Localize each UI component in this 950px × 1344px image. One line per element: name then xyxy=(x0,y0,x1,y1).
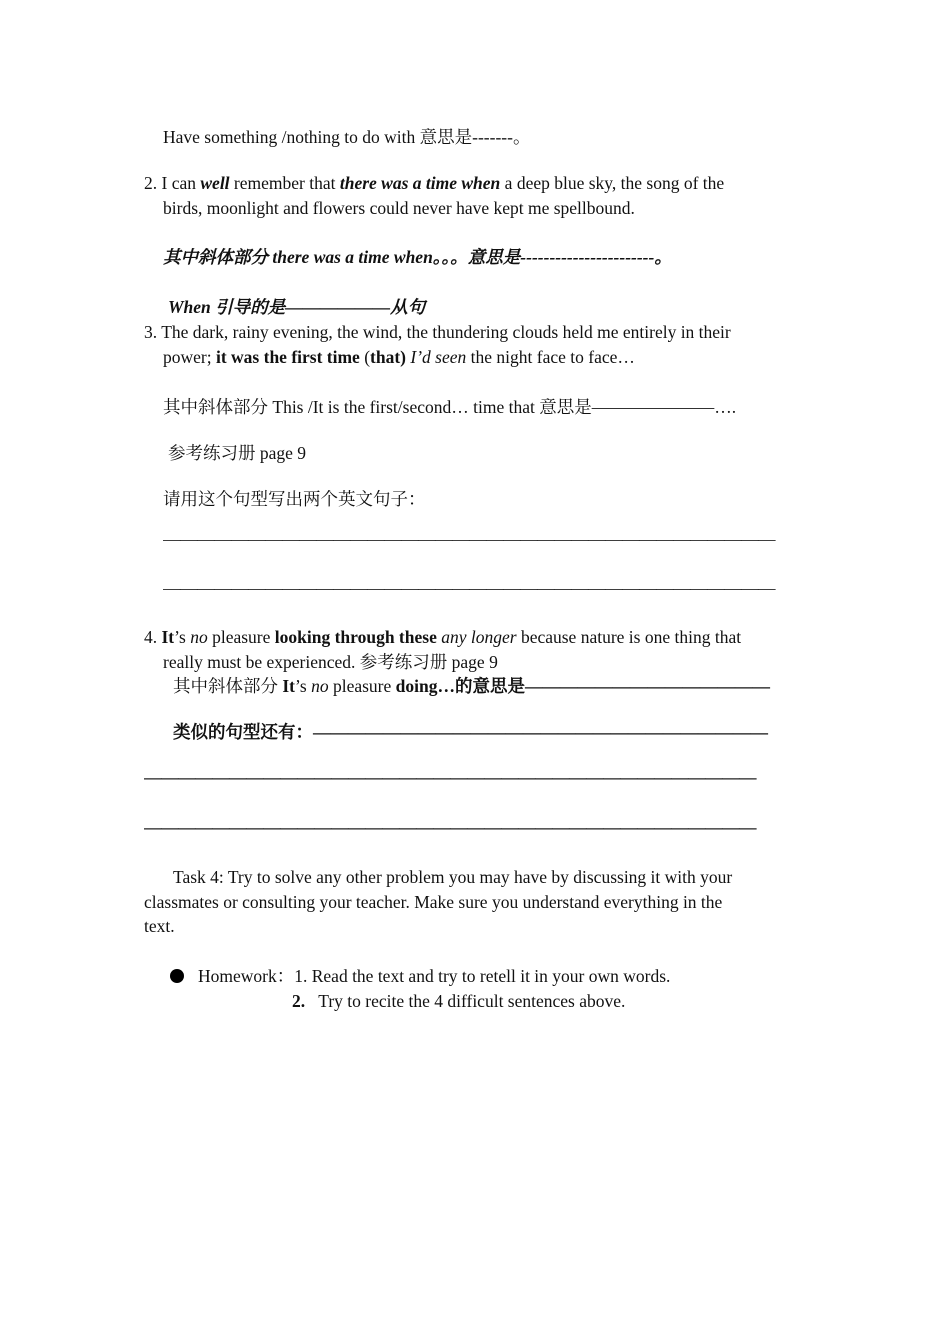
item3-line1 xyxy=(144,320,731,344)
item3-prompt: 请用这个句型写出两个英文句子： xyxy=(163,489,426,509)
item3-ref: 参考练习册 page 9 xyxy=(168,443,307,463)
homework-item2-text: Try to recite the 4 difficult sentences above. xyxy=(318,991,626,1011)
item4-p2: ’s xyxy=(174,627,191,647)
item4-blank-2: ———————————————————————————————————— xyxy=(144,817,756,837)
item3-p1: power; xyxy=(163,347,216,367)
item2-p4: there was a time when xyxy=(339,173,501,193)
item3-number: 3. xyxy=(144,322,158,342)
task4-line2: classmates or consulting your teacher. Make sure you understand everything in the xyxy=(144,892,723,912)
item4-p3: no xyxy=(190,627,208,647)
item4-n1: 其中斜体部分 xyxy=(173,676,283,696)
item2-line1 xyxy=(144,171,724,195)
item2-p2: well xyxy=(200,173,230,193)
item2-p3: remember that xyxy=(229,173,340,193)
item2-p5: a deep blue sky, the song of the xyxy=(500,173,725,193)
item2-line2: birds, moonlight and flowers could never have kept me spellbound. xyxy=(163,198,635,218)
item4-n2: It xyxy=(282,676,296,696)
item4-blank-1: ———————————————————————————————————— xyxy=(144,767,756,787)
item4-similar: 类似的句型还有：—————————————————————————— xyxy=(173,722,768,742)
homework-item2-number: 2. xyxy=(292,991,306,1011)
item3-p2: it was the first time xyxy=(215,347,360,367)
item3-note: 其中斜体部分 This /It is the first/second… time that 意思是———————…. xyxy=(163,397,737,417)
item4-line2: really must be experienced. 参考练习册 page 9 xyxy=(163,652,498,672)
item4-p8: because nature is one thing that xyxy=(516,627,742,647)
item3-p3: ( xyxy=(359,347,371,367)
homework-label: Homework：1. Read the text and try to retell it in your own words. xyxy=(198,966,671,986)
item3-p7: the night face to face… xyxy=(466,347,635,367)
item4-n6: doing…的意思是—————————————— xyxy=(395,676,770,696)
item4-note xyxy=(173,674,805,698)
task4-line1: Task 4: Try to solve any other problem you may have by discussing it with your xyxy=(173,867,733,887)
homework-line1 xyxy=(170,964,670,988)
item4-p5: looking through these xyxy=(274,627,437,647)
item4-line1 xyxy=(144,625,741,649)
item2-when-note: When 引导的是——————从句 xyxy=(168,297,426,317)
item3-blank-2: ———————————————————————————————————— xyxy=(163,578,775,598)
item3-p4: that) xyxy=(370,347,407,367)
task4-line3: text. xyxy=(144,916,175,936)
item2-note: 其中斜体部分 there was a time when。。。意思是-----------------------。 xyxy=(163,247,672,267)
item2-number: 2. xyxy=(144,173,158,193)
item3-blank-1: ———————————————————————————————————— xyxy=(163,529,775,549)
item4-p1: It xyxy=(161,627,175,647)
item3-p6: I’d seen xyxy=(410,347,467,367)
item4-number: 4. xyxy=(144,627,158,647)
item4-n4: no xyxy=(311,676,329,696)
item4-n5: pleasure xyxy=(328,676,396,696)
item1-text: Have something /nothing to do with 意思是-------。 xyxy=(163,127,531,147)
item4-p4: pleasure xyxy=(207,627,275,647)
item3-line2 xyxy=(163,345,635,369)
item4-n3: ’s xyxy=(295,676,312,696)
item3-line1-text: The dark, rainy evening, the wind, the thundering clouds held me entirely in their xyxy=(161,322,731,342)
item4-p7: any longer xyxy=(441,627,517,647)
item2-p1: I can xyxy=(161,173,201,193)
bullet-icon xyxy=(170,969,184,983)
homework-line2 xyxy=(292,989,625,1013)
